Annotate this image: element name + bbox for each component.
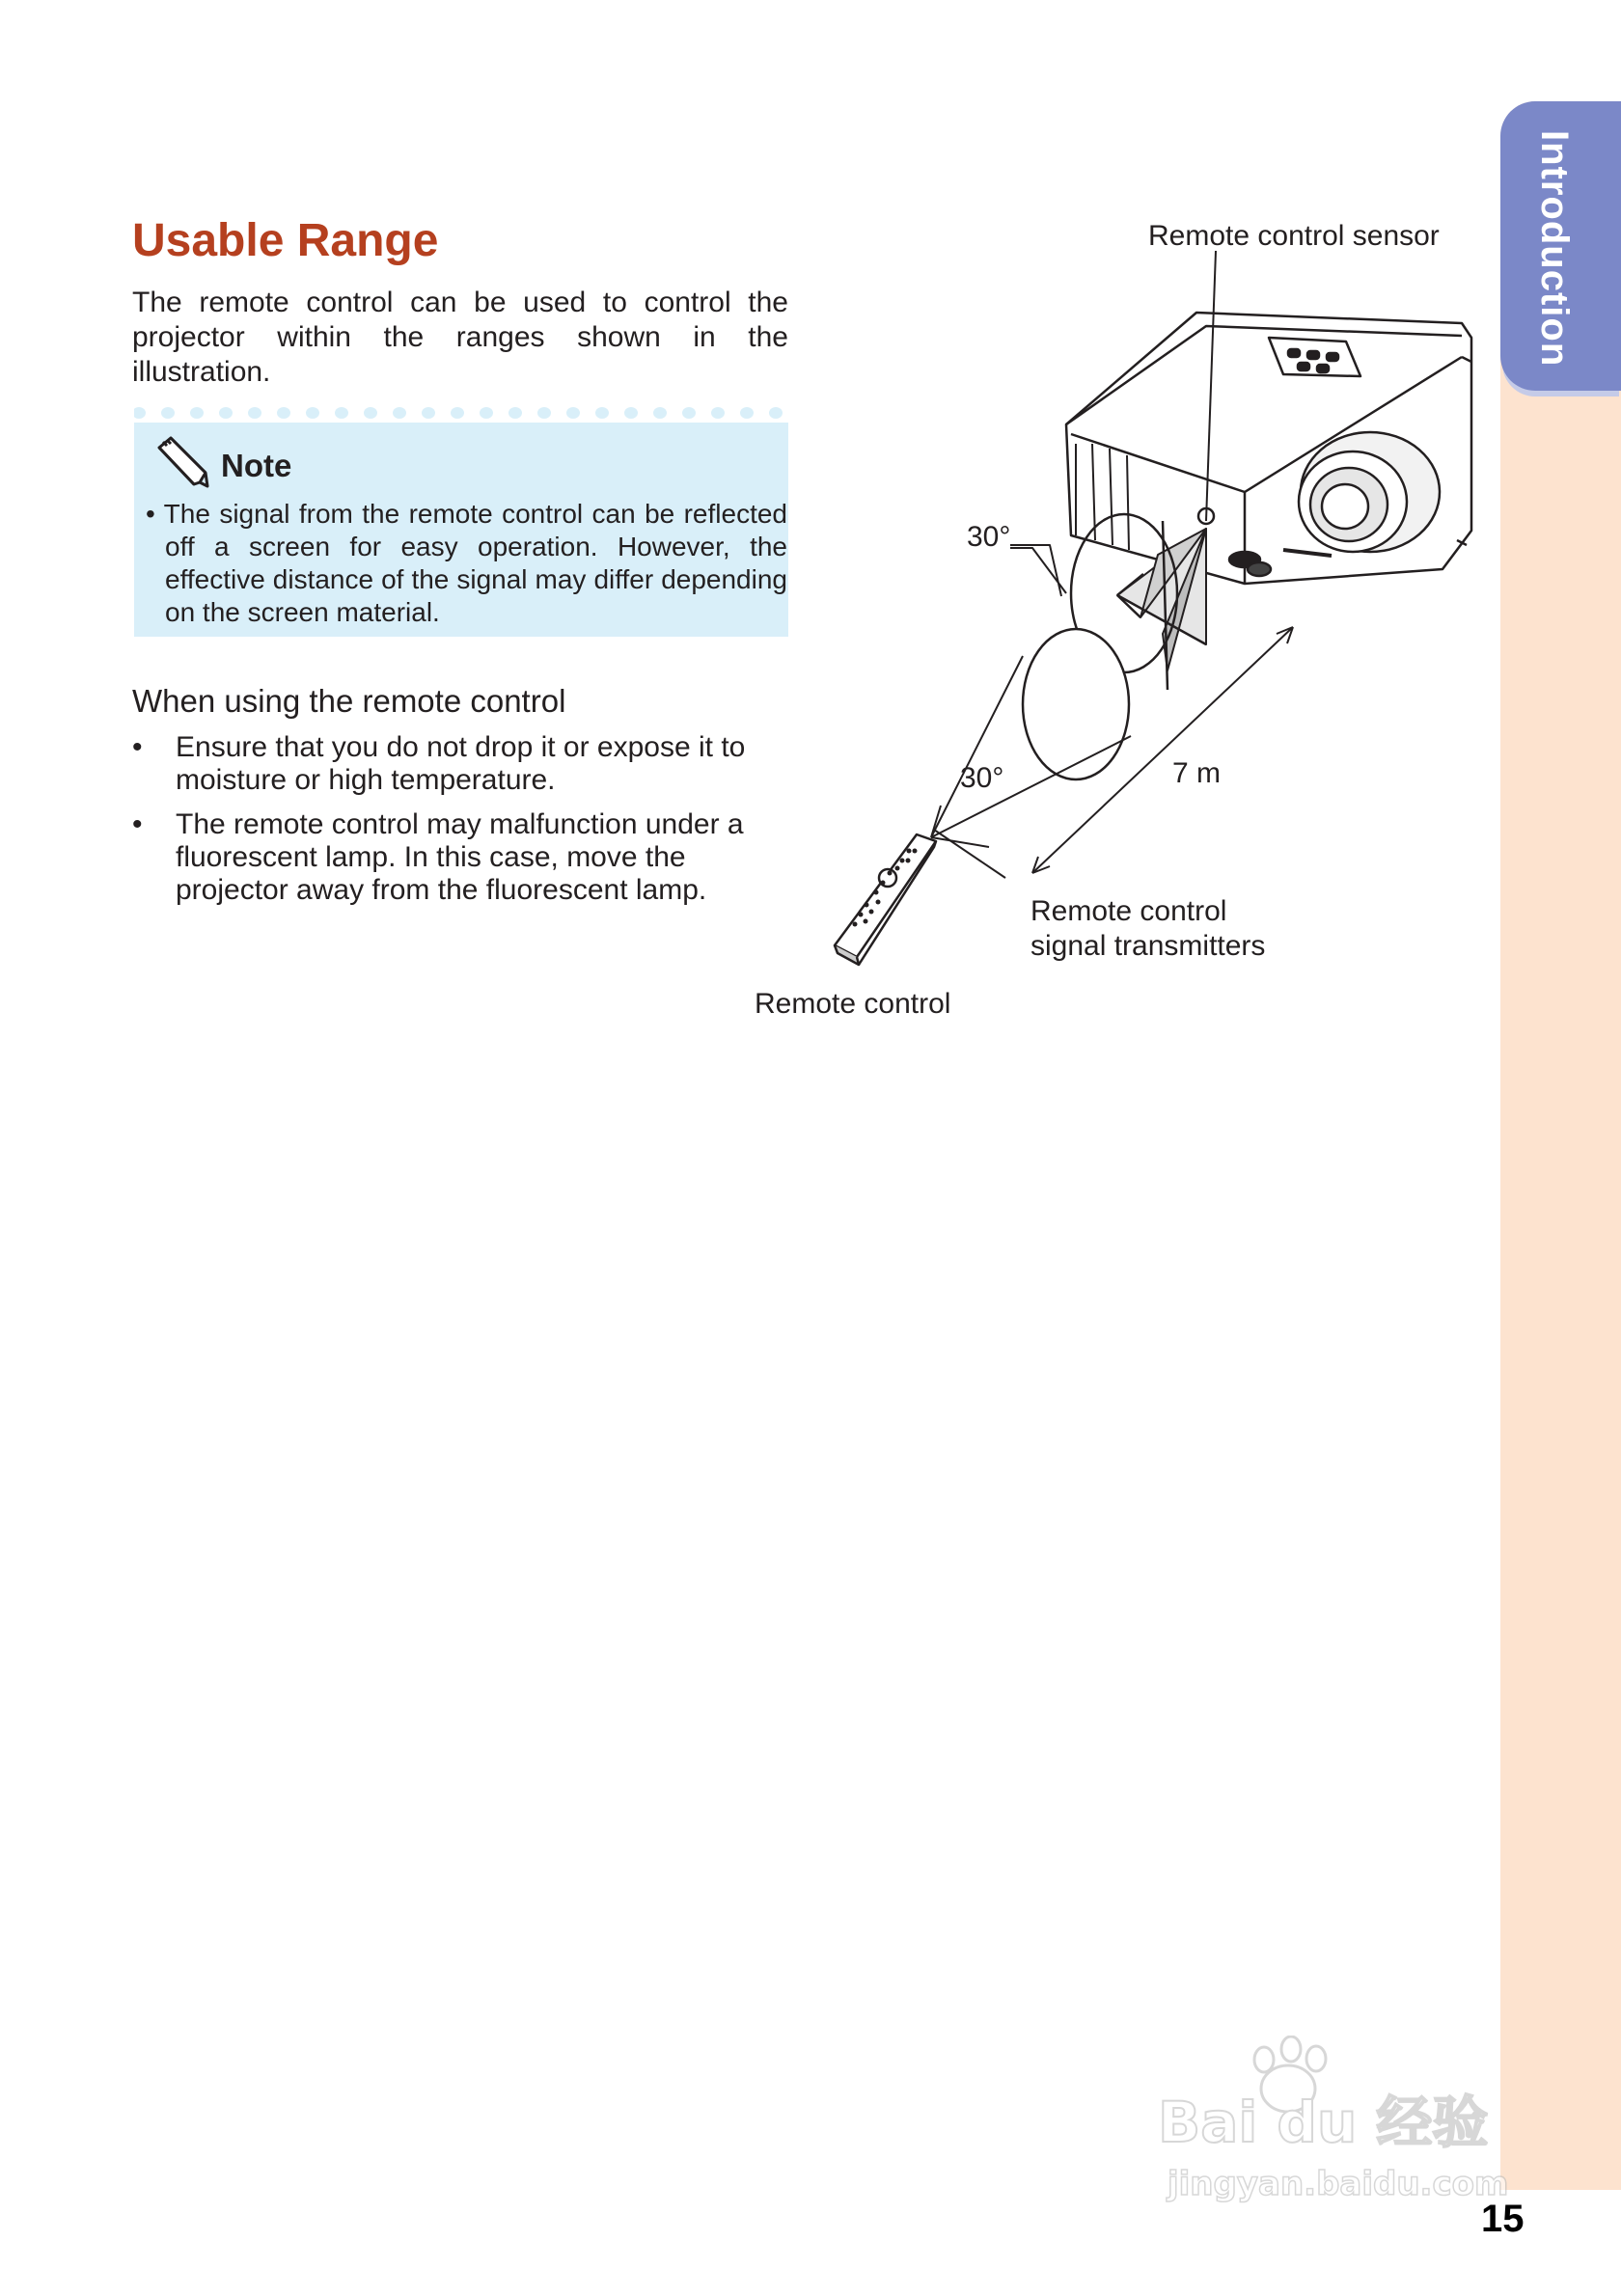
projector-illustration xyxy=(1066,313,1471,584)
baidu-watermark xyxy=(1139,2036,1544,2209)
intro-paragraph: The remote control can be used to control the projector within the ranges shown in the illustration. xyxy=(132,287,788,388)
list-item: • The remote control may malfunction under a fluorescent lamp. In this case, move the projector away from the fluorescent lamp. xyxy=(132,808,788,907)
note-box xyxy=(134,405,788,637)
remote-control-label: Remote control xyxy=(755,988,951,1020)
page-number: 15 xyxy=(1481,2198,1525,2240)
note-dotted-edge xyxy=(134,405,788,423)
usable-range-diagram xyxy=(743,203,1505,1042)
remote-usage-list xyxy=(132,731,788,918)
transmitters-label-line1: Remote control xyxy=(1030,895,1227,927)
side-strip xyxy=(1500,101,1621,2190)
remote-control-illustration xyxy=(835,834,936,965)
section-title: Usable Range xyxy=(132,215,439,266)
note-text: • The signal from the remote control can be reflected off a screen for easy operation. However, the effective distance of the signal may differ depending on the screen material. xyxy=(146,499,787,627)
remote-usage-heading: When using the remote control xyxy=(132,683,566,719)
angle-label-bottom: 30° xyxy=(960,762,1004,794)
list-item: • Ensure that you do not drop it or expose it to moisture or high temperature. xyxy=(132,731,788,797)
note-title: Note xyxy=(221,448,292,483)
transmitters-label-line2: signal transmitters xyxy=(1030,930,1266,962)
sensor-label: Remote control sensor xyxy=(1148,220,1440,252)
watermark-line1: Bai du 经验 xyxy=(1158,2090,1489,2155)
pencil-icon xyxy=(151,434,213,488)
section-tab-label: Introduction xyxy=(1533,130,1576,368)
remote-transmission-cone xyxy=(931,629,1131,847)
watermark-line2: jingyan.baidu.com xyxy=(1168,2165,1509,2203)
angle-label-top: 30° xyxy=(967,521,1011,553)
distance-label: 7 m xyxy=(1172,757,1222,789)
